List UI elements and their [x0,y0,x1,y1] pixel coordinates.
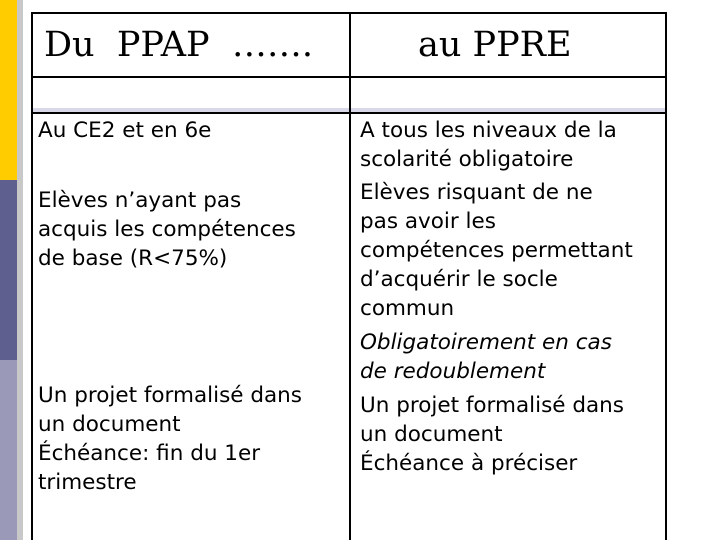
sidebar-thin-stripe [17,0,23,540]
table-middle-border [349,12,351,540]
header-left: Du PPAP ……. [44,25,313,65]
left-students: Elèves n’ayant pas acquis les compétences de base (R<75%) [38,188,296,271]
right-project: Un projet formalisé dans un document Échéance à préciser [360,393,624,476]
sidebar-yellow-bar [0,0,17,180]
header-right: au PPRE [418,25,572,65]
right-students: Elèves risquant de ne pas avoir les compétences permettant d’acquérir le socle commun [360,180,633,321]
table-right-border [665,12,667,540]
right-levels: A tous les niveaux de la scolarité obligatoire [360,118,617,172]
table-left-border [31,12,33,540]
left-project: Un projet formalisé dans un document Échéance: fin du 1er trimestre [38,383,302,495]
right-repeat: Obligatoirement en cas de redoublement [360,330,612,384]
left-levels: Au CE2 et en 6e [38,118,212,143]
sidebar-gray-bar [0,360,17,540]
sidebar-purple-bar [0,180,17,360]
